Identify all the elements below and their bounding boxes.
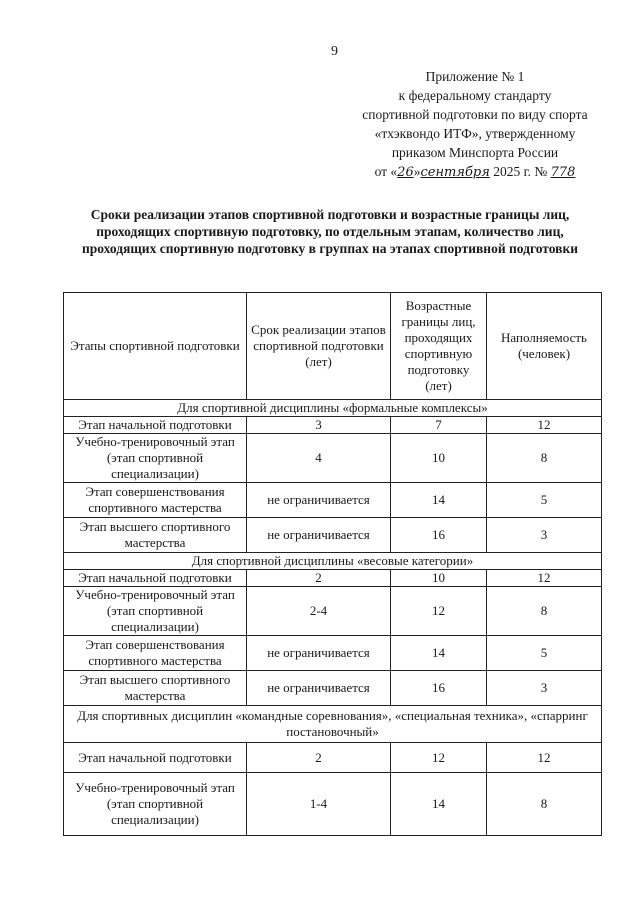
duration-cell: 2 — [247, 570, 391, 587]
column-header: Этапы спортивной подготовки — [64, 293, 247, 400]
appendix-header — [330, 67, 620, 182]
appendix-line: к федеральному стандарту — [398, 88, 552, 103]
duration-cell: не ограничивается — [247, 636, 391, 671]
column-header: Возрастные границы лиц, проходящих спортивную подготовку (лет) — [391, 293, 487, 400]
group-size-cell: 8 — [487, 434, 602, 483]
table-row — [64, 518, 602, 553]
age-cell: 12 — [391, 743, 487, 773]
age-cell: 16 — [391, 518, 487, 553]
age-cell: 7 — [391, 417, 487, 434]
date-prefix: от « — [374, 164, 398, 179]
section-row — [64, 553, 602, 570]
group-size-cell: 3 — [487, 518, 602, 553]
table-row — [64, 587, 602, 636]
duration-cell: 2-4 — [247, 587, 391, 636]
appendix-line: «тхэквондо ИТФ», утвержденному — [374, 126, 576, 141]
duration-cell: 3 — [247, 417, 391, 434]
column-header: Наполняемость (человек) — [487, 293, 602, 400]
table-row — [64, 417, 602, 434]
stage-cell: Этап высшего спортивного мастерства — [64, 671, 247, 706]
group-size-cell: 8 — [487, 773, 602, 836]
appendix-line: приказом Минспорта России — [391, 145, 559, 160]
appendix-line: спортивной подготовки по виду спорта — [362, 107, 588, 122]
age-cell: 16 — [391, 671, 487, 706]
section-row — [64, 706, 602, 743]
document-title: Сроки реализации этапов спортивной подготовки и возрастные границы лиц, проходящих спортивную подготовку, по отдельным этапам, количество лиц, проходящих спортивную подготовку в группах на этапах спортивной подготовки — [81, 207, 579, 256]
order-date-line — [330, 162, 620, 182]
section-row — [64, 400, 602, 417]
table-row — [64, 483, 602, 518]
date-mid: » — [413, 164, 421, 179]
page-number: 9 — [331, 44, 338, 59]
stage-cell: Этап начальной подготовки — [64, 570, 247, 587]
group-size-cell: 8 — [487, 587, 602, 636]
order-number: 778 — [550, 165, 576, 180]
stage-cell: Этап начальной подготовки — [64, 743, 247, 773]
section-title: Для спортивной дисциплины «формальные комплексы» — [64, 400, 602, 417]
group-size-cell: 3 — [487, 671, 602, 706]
stage-cell: Этап совершенствования спортивного мастерства — [64, 636, 247, 671]
stage-cell: Этап совершенствования спортивного мастерства — [64, 483, 247, 518]
table-row — [64, 570, 602, 587]
stage-cell: Учебно-тренировочный этап (этап спортивной специализации) — [64, 587, 247, 636]
stages-table — [63, 292, 602, 836]
age-cell: 14 — [391, 636, 487, 671]
age-cell: 12 — [391, 587, 487, 636]
section-title: Для спортивной дисциплины «весовые категории» — [64, 553, 602, 570]
duration-cell: не ограничивается — [247, 671, 391, 706]
duration-cell: 2 — [247, 743, 391, 773]
date-year: 2025 г. № — [489, 164, 551, 179]
age-cell: 10 — [391, 434, 487, 483]
duration-cell: 4 — [247, 434, 391, 483]
duration-cell: не ограничивается — [247, 483, 391, 518]
stage-cell: Учебно-тренировочный этап (этап спортивной специализации) — [64, 773, 247, 836]
table-row — [64, 773, 602, 836]
date-day: 26 — [397, 165, 414, 180]
stage-cell: Этап высшего спортивного мастерства — [64, 518, 247, 553]
table-row — [64, 671, 602, 706]
duration-cell: не ограничивается — [247, 518, 391, 553]
section-title: Для спортивных дисциплин «командные соревнования», «специальная техника», «спарринг постановочный» — [64, 706, 602, 743]
group-size-cell: 12 — [487, 743, 602, 773]
appendix-line: Приложение № 1 — [425, 69, 525, 84]
group-size-cell: 12 — [487, 417, 602, 434]
date-month: сентября — [420, 165, 490, 180]
group-size-cell: 12 — [487, 570, 602, 587]
column-header: Срок реализации этапов спортивной подготовки (лет) — [247, 293, 391, 400]
duration-cell: 1-4 — [247, 773, 391, 836]
group-size-cell: 5 — [487, 636, 602, 671]
stage-cell: Учебно-тренировочный этап (этап спортивной специализации) — [64, 434, 247, 483]
age-cell: 10 — [391, 570, 487, 587]
age-cell: 14 — [391, 773, 487, 836]
age-cell: 14 — [391, 483, 487, 518]
stage-cell: Этап начальной подготовки — [64, 417, 247, 434]
table-row — [64, 636, 602, 671]
table-row — [64, 434, 602, 483]
table-header-row — [64, 293, 602, 400]
table-row — [64, 743, 602, 773]
group-size-cell: 5 — [487, 483, 602, 518]
